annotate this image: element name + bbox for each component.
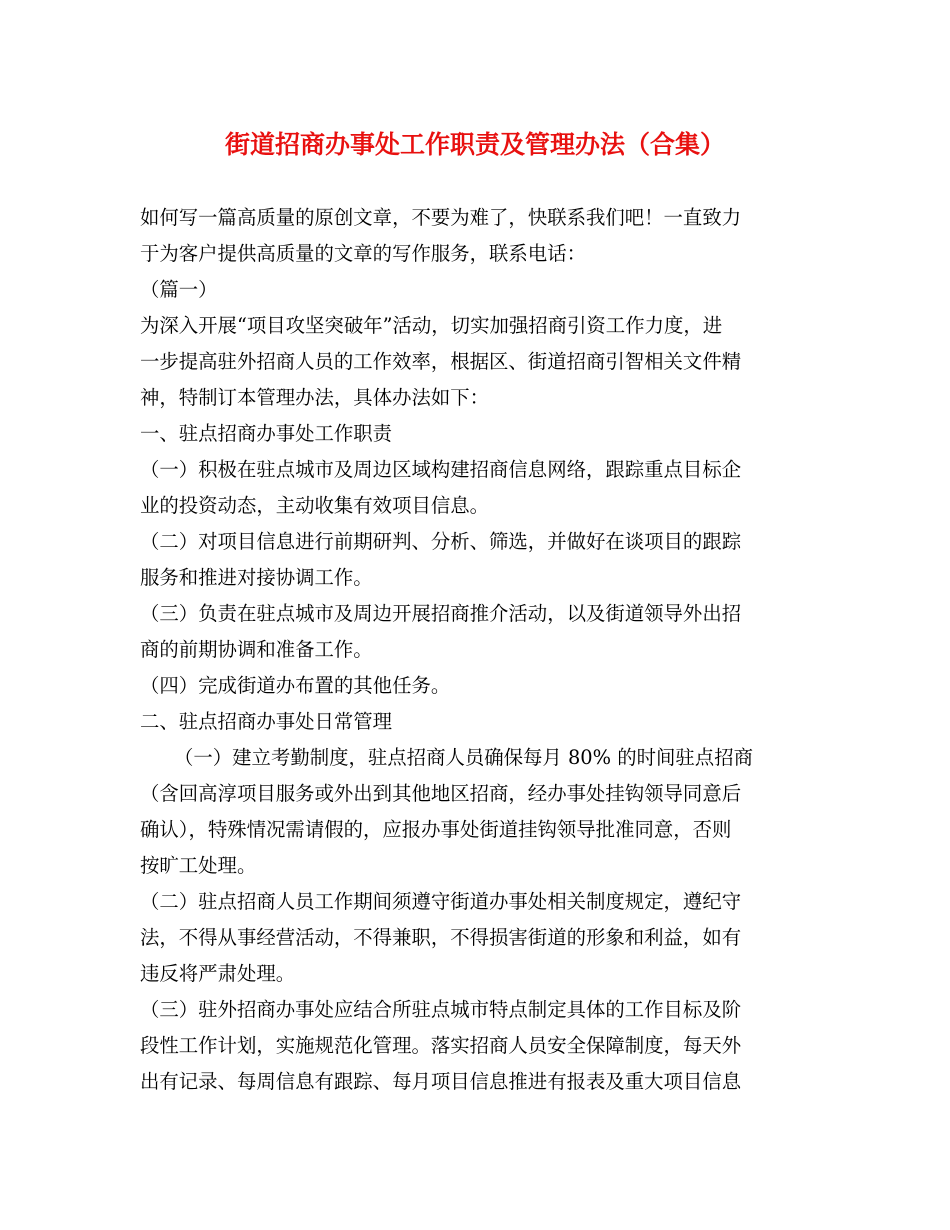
paragraph-line: 服务和推进对接协调工作。 <box>140 566 373 589</box>
paragraph-line: （三）驻外招商办事处应结合所驻点城市特点制定具体的工作目标及阶 <box>140 998 742 1021</box>
section-heading: 二、驻点招商办事处日常管理 <box>140 710 393 733</box>
paragraph-line: 神，特制订本管理办法，具体办法如下： <box>140 386 490 409</box>
paragraph-line: （三）负责在驻点城市及周边开展招商推介活动，以及街道领导外出招 <box>140 602 742 625</box>
paragraph-line: （篇一） <box>140 278 218 301</box>
paragraph-line: （四）完成街道办布置的其他任务。 <box>140 674 451 697</box>
paragraph-line: 违反将严肃处理。 <box>140 962 296 985</box>
document-title: 街道招商办事处工作职责及管理办法（合集） <box>224 130 725 159</box>
paragraph-line: 按旷工处理。 <box>140 854 257 877</box>
paragraph-line: （二）对项目信息进行前期研判、分析、筛选，并做好在谈项目的跟踪 <box>140 530 742 553</box>
paragraph-line: 商的前期协调和准备工作。 <box>140 638 373 661</box>
paragraph-line: 如何写一篇高质量的原创文章，不要为难了，快联系我们吧！一直致力 <box>140 206 742 229</box>
paragraph-line: 出有记录、每周信息有跟踪、每月项目信息推进有报表及重大项目信息 <box>140 1070 742 1093</box>
paragraph-line: 确认），特殊情况需请假的，应报办事处街道挂钩领导批准同意，否则 <box>140 818 732 841</box>
paragraph-line: 为深入开展“项目攻坚突破年”活动，切实加强招商引资工作力度，进 <box>140 314 723 337</box>
paragraph-line: 法，不得从事经营活动，不得兼职，不得损害街道的形象和利益，如有 <box>140 926 742 949</box>
paragraph-line: 段性工作计划，实施规范化管理。落实招商人员安全保障制度，每天外 <box>140 1034 742 1057</box>
paragraph-line: （二）驻点招商人员工作期间须遵守街道办事处相关制度规定，遵纪守 <box>140 890 742 913</box>
paragraph-line: （含回高淳项目服务或外出到其他地区招商，经办事处挂钩领导同意后 <box>140 782 742 805</box>
paragraph-line: （一）建立考勤制度，驻点招商人员确保每月 80% 的时间驻点招商 <box>174 746 753 769</box>
paragraph-line: 于为客户提供高质量的文章的写作服务，联系电话： <box>140 242 586 265</box>
document-body <box>140 200 820 1100</box>
paragraph-line: （一）积极在驻点城市及周边区域构建招商信息网络，跟踪重点目标企 <box>140 458 742 481</box>
paragraph-line: 业的投资动态，主动收集有效项目信息。 <box>140 494 490 517</box>
paragraph-line: 一步提高驻外招商人员的工作效率，根据区、街道招商引智相关文件精 <box>140 350 742 373</box>
section-heading: 一、驻点招商办事处工作职责 <box>140 422 393 445</box>
